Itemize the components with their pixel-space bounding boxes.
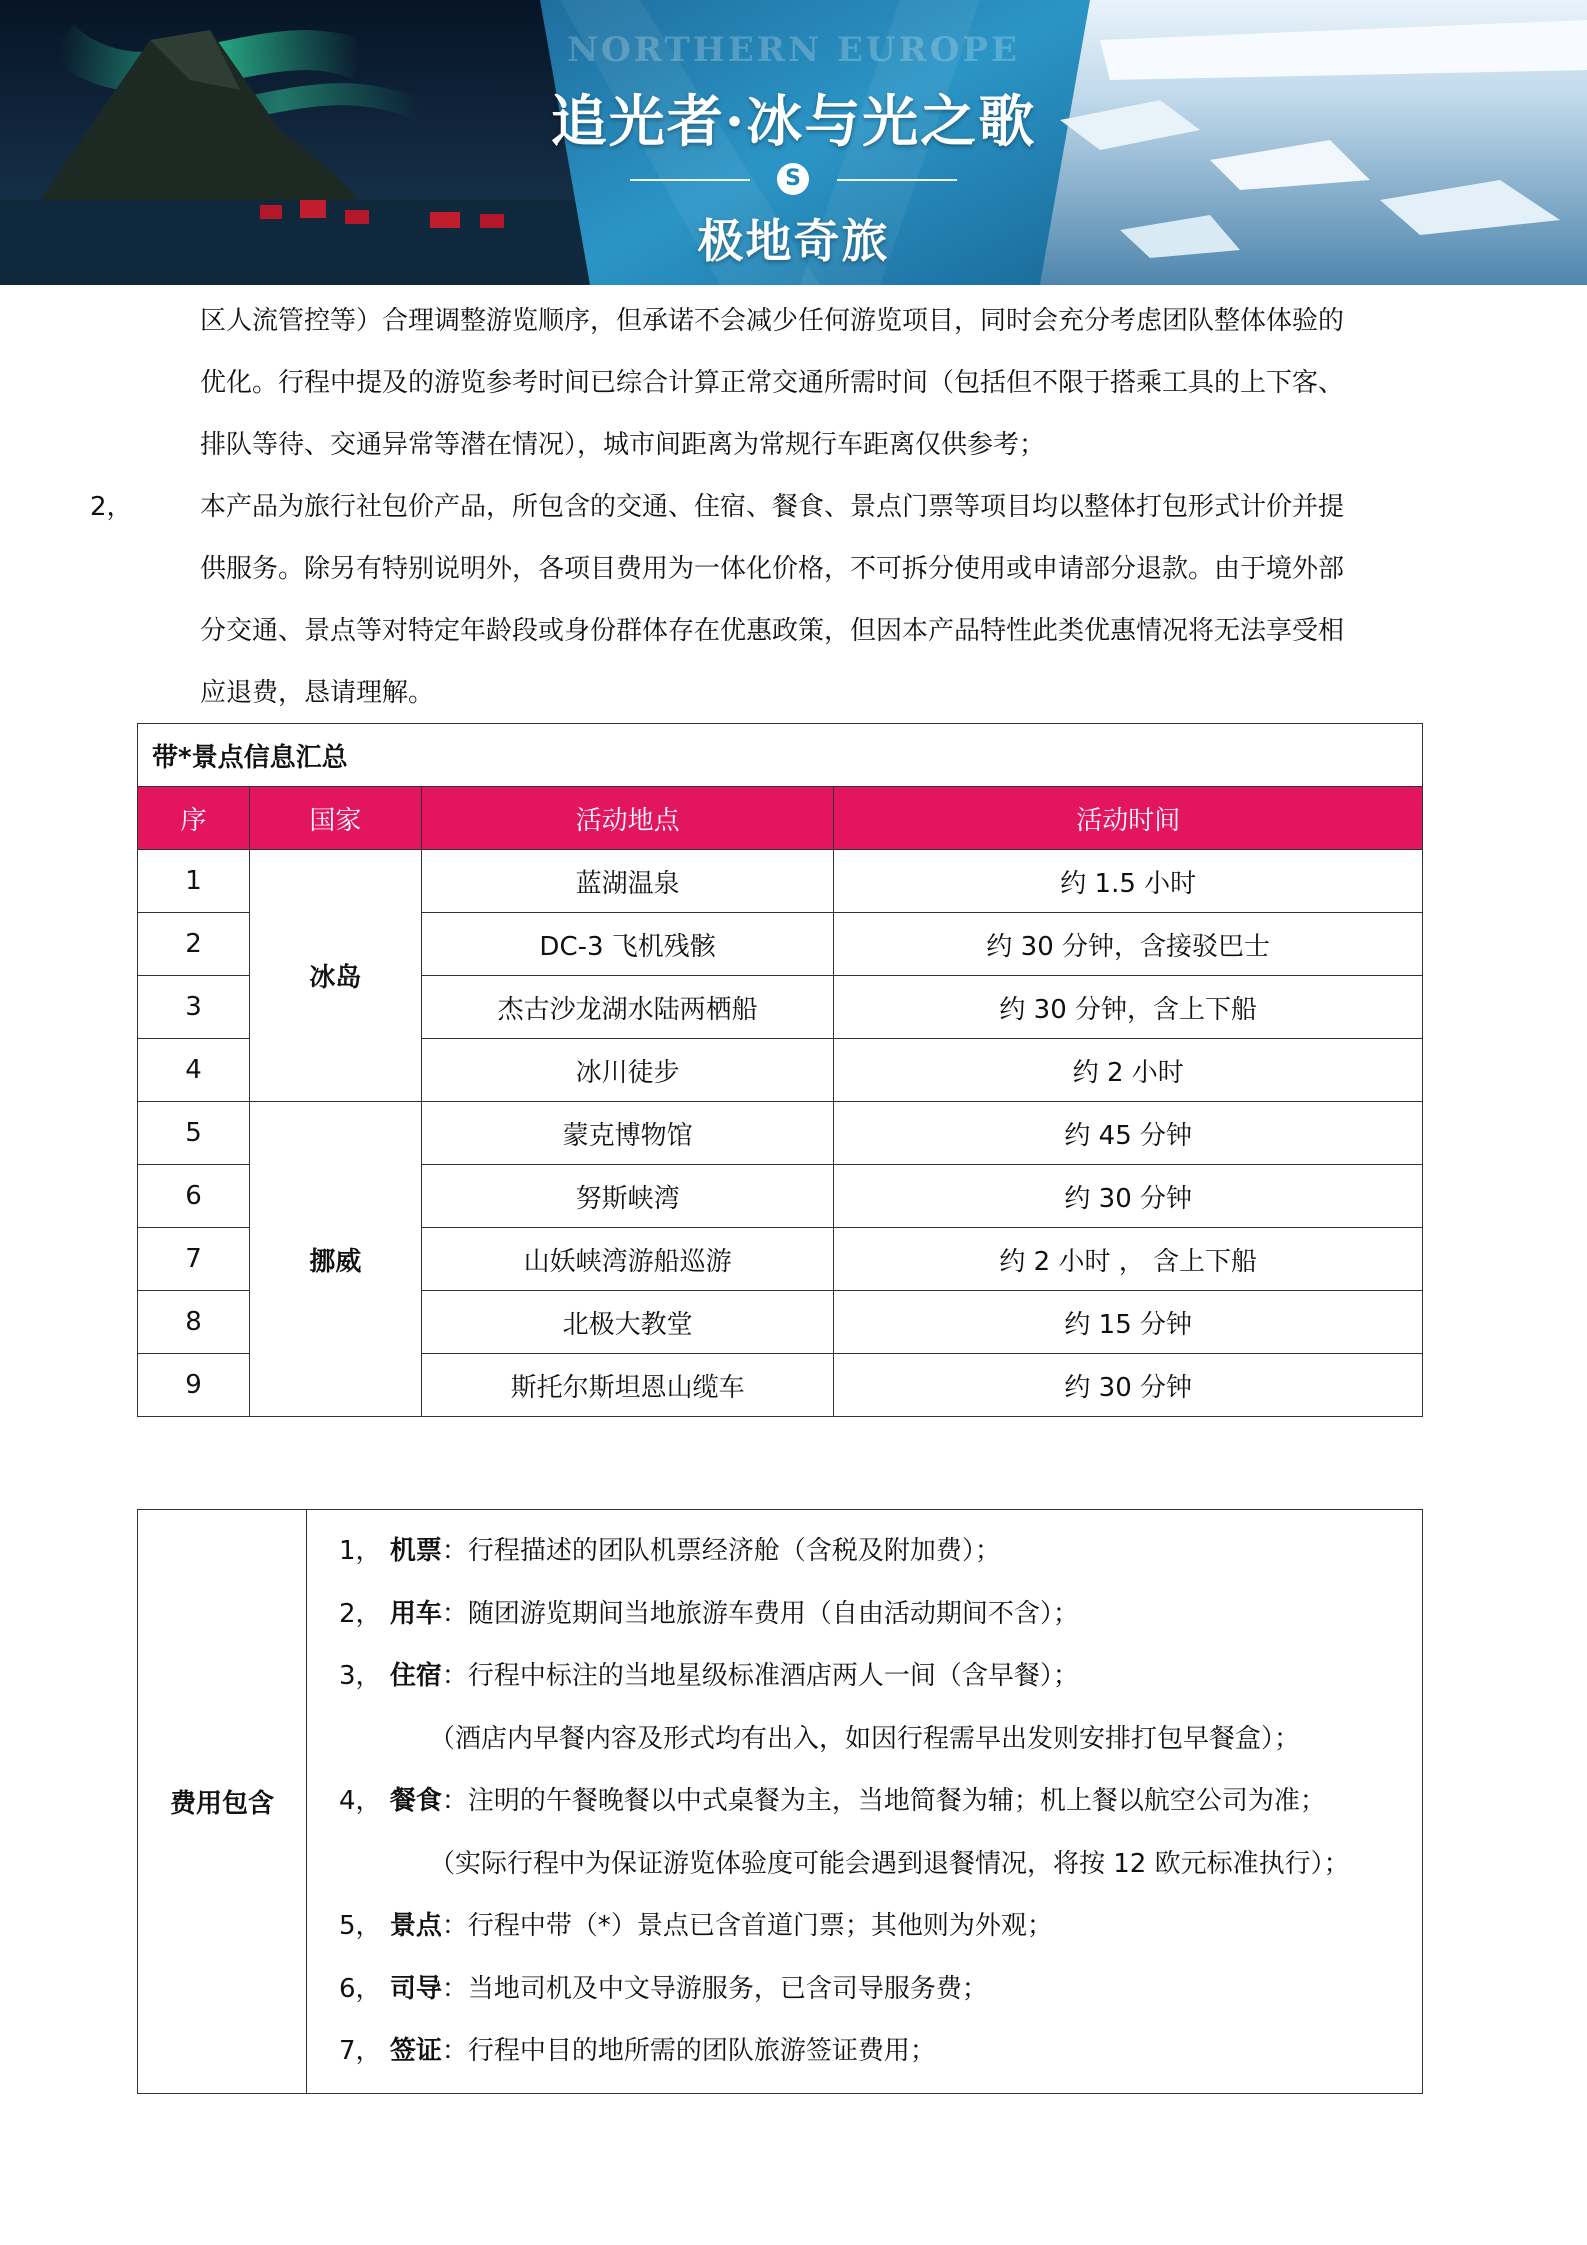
fee-text: ：行程中带（*）景点已含首道门票；其他则为外观； <box>441 1911 1053 1941</box>
note-line: 分交通、景点等对特定年龄段或身份群体存在优惠政策，但因本产品特性此类优惠情况将无法享受相 <box>200 616 1345 646</box>
row-place: 北极大教堂 <box>421 1291 834 1354</box>
row-time: 约 2 小时 <box>834 1039 1423 1102</box>
row-time: 约 1.5 小时 <box>834 850 1423 913</box>
fee-number: 4， <box>339 1786 382 1816</box>
row-number: 7 <box>138 1228 250 1291</box>
attractions-table <box>137 723 1423 1417</box>
table-row <box>138 850 1423 913</box>
fee-key: 景点 <box>389 1911 442 1941</box>
table-caption-row <box>138 724 1423 787</box>
fees-label: 费用包含 <box>138 1510 307 2094</box>
banner-watermark: NORTHERN EUROPE <box>567 30 1020 70</box>
fee-item-note <box>339 1833 1422 1896</box>
fee-text: ：注明的午餐晚餐以中式桌餐为主，当地简餐为辅；机上餐以航空公司为准； <box>441 1786 1326 1816</box>
row-number: 9 <box>138 1354 250 1417</box>
row-place: 杰古沙龙湖水陆两栖船 <box>421 976 834 1039</box>
row-time: 约 45 分钟 <box>834 1102 1423 1165</box>
row-time: 约 30 分钟，含上下船 <box>834 976 1423 1039</box>
row-time: 约 15 分钟 <box>834 1291 1423 1354</box>
row-time: 约 30 分钟 <box>834 1354 1423 1417</box>
row-number: 8 <box>138 1291 250 1354</box>
row-number: 5 <box>138 1102 250 1165</box>
fee-item-note <box>339 1708 1422 1771</box>
fee-item <box>339 1958 1422 2021</box>
note-item <box>140 290 1450 476</box>
row-place: 蒙克博物馆 <box>421 1102 834 1165</box>
notes-section <box>90 290 1450 724</box>
brand-logo-icon: S <box>777 163 809 195</box>
row-number: 6 <box>138 1165 250 1228</box>
header-banner <box>0 0 1587 285</box>
fee-key: 住宿 <box>389 1661 442 1691</box>
banner-divider-left <box>630 179 750 181</box>
row-time: 约 30 分钟 <box>834 1165 1423 1228</box>
fee-key: 机票 <box>389 1536 442 1566</box>
fee-item <box>339 1645 1422 1708</box>
note-line: 本产品为旅行社包价产品，所包含的交通、住宿、餐食、景点门票等项目均以整体打包形式计价并提 <box>200 492 1345 522</box>
country-cell: 挪威 <box>249 1102 421 1417</box>
fee-subnote: （实际行程中为保证游览体验度可能会遇到退餐情况，将按 12 欧元标准执行）； <box>429 1848 1350 1879</box>
fee-number: 5， <box>339 1911 382 1941</box>
fee-key: 用车 <box>389 1598 442 1629</box>
row-place: DC-3 飞机残骸 <box>421 913 834 976</box>
fee-item <box>339 1895 1422 1958</box>
fees-table <box>137 1509 1423 2094</box>
note-line: 供服务。除另有特别说明外，各项目费用为一体化价格，不可拆分使用或申请部分退款。由于境外部 <box>200 554 1345 584</box>
note-number: 2， <box>90 492 133 522</box>
country-cell: 冰岛 <box>249 850 421 1102</box>
row-number: 2 <box>138 913 250 976</box>
banner-title: 追光者·冰与光之歌 <box>550 89 1037 155</box>
fee-key: 餐食 <box>389 1786 442 1816</box>
fee-key: 司导 <box>389 1973 442 2004</box>
header-seq: 序 <box>138 787 250 850</box>
fee-number: 6， <box>339 1973 382 2004</box>
fee-item <box>339 1520 1422 1583</box>
note-line: 区人流管控等）合理调整游览顺序，但承诺不会减少任何游览项目，同时会充分考虑团队整体体验的 <box>200 306 1345 336</box>
fee-text: ：行程描述的团队机票经济舱（含税及附加费）； <box>441 1536 1001 1566</box>
row-number: 3 <box>138 976 250 1039</box>
row-place: 努斯峡湾 <box>421 1165 834 1228</box>
fee-text: ：随团游览期间当地旅游车费用（自由活动期间不含）； <box>441 1598 1079 1629</box>
fee-item <box>339 1583 1422 1646</box>
note-line: 排队等待、交通异常等潜在情况），城市间距离为常规行车距离仅供参考； <box>200 430 1046 460</box>
header-country: 国家 <box>249 787 421 850</box>
note-line: 应退费，恳请理解。 <box>200 678 435 708</box>
fees-items <box>307 1510 1423 2094</box>
note-line: 优化。行程中提及的游览参考时间已综合计算正常交通所需时间（包括但不限于搭乘工具的上下客、 <box>200 368 1345 398</box>
fee-text: ：当地司机及中文导游服务，已含司导服务费； <box>441 1973 988 2004</box>
row-number: 1 <box>138 850 250 913</box>
fee-key: 签证 <box>389 2036 442 2066</box>
fees-row <box>138 1510 1423 2094</box>
row-place: 冰川徒步 <box>421 1039 834 1102</box>
attractions-caption: 带*景点信息汇总 <box>138 724 1423 787</box>
fee-text: ：行程中标注的当地星级标准酒店两人一间（含早餐）； <box>441 1661 1079 1691</box>
row-time: 约 30 分钟，含接驳巴士 <box>834 913 1423 976</box>
row-time: 约 2 小时 ， 含上下船 <box>834 1228 1423 1291</box>
fee-number: 3， <box>339 1661 382 1691</box>
header-time: 活动时间 <box>834 787 1423 850</box>
fee-item <box>339 2020 1422 2083</box>
row-place: 山妖峡湾游船巡游 <box>421 1228 834 1291</box>
header-place: 活动地点 <box>421 787 834 850</box>
table-header-row <box>138 787 1423 850</box>
banner-divider-right <box>837 179 957 181</box>
fee-subnote: （酒店内早餐内容及形式均有出入，如因行程需早出发则安排打包早餐盒）； <box>429 1723 1301 1754</box>
row-place: 蓝湖温泉 <box>421 850 834 913</box>
banner-subtitle: 极地奇旅 <box>697 214 890 268</box>
fee-item <box>339 1770 1422 1833</box>
fee-number: 7， <box>339 2036 382 2066</box>
row-place: 斯托尔斯坦恩山缆车 <box>421 1354 834 1417</box>
fee-number: 1， <box>339 1536 382 1566</box>
fee-number: 2， <box>339 1598 382 1629</box>
row-number: 4 <box>138 1039 250 1102</box>
table-row <box>138 1102 1423 1165</box>
note-item <box>80 476 1450 724</box>
fee-text: ：行程中目的地所需的团队旅游签证费用； <box>441 2036 936 2066</box>
